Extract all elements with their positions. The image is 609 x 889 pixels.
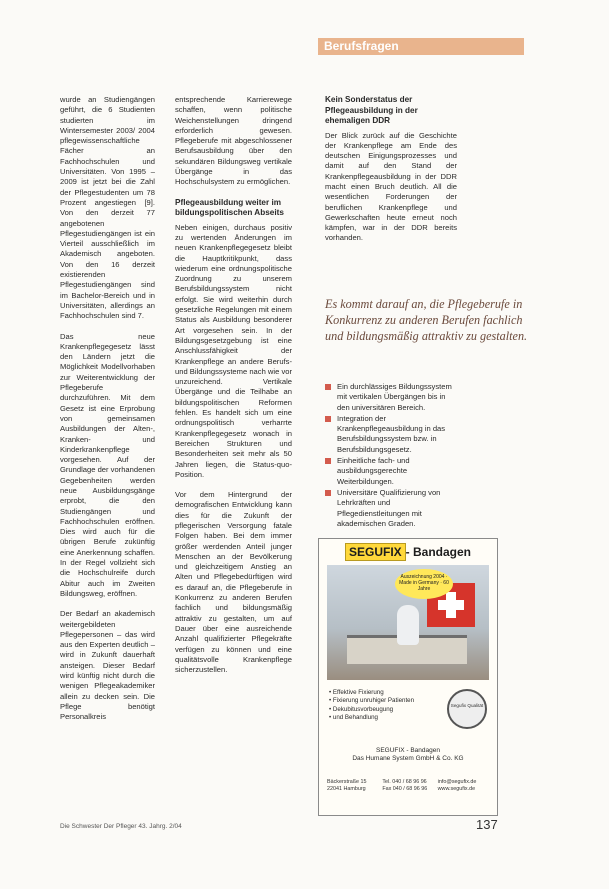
paragraph: Das neue Krankenpflegegesetz lässt den Ländern jetzt die Möglichkeit Modellvorhaben zur Weiterentwicklung der Pflegeberufe durchzuführen. Mit dem Gesetz ist eine Erprobung von gemeinsamen Ausbildungen der Alten-, Kranken- und Kinderkrankenpflege vorgesehen. Auf der Grundlage der vorhandenen Gegebenheiten werden neue Ausbildungsgänge erprobt, die den Studiengängen und Fachhochschulen eröffnen. Dies wird auch für die übrigen Berufe zukünftig eine Anerkennung schaffen. In der Regel vollzieht sich die Hochschulreife durch Abitur auch im Zweiten Bildungsweg, eröffnen. — [60, 331, 155, 598]
ad-feature-list — [329, 689, 439, 723]
column-middle — [175, 95, 292, 685]
advertisement — [318, 538, 498, 816]
subheading: Pflegeausbildung weiter im bildungspolitischen Abseits — [175, 197, 284, 218]
segufix-logo: SEGUFIX — [345, 543, 406, 561]
ad-contact-line: www.segufix.de — [437, 786, 476, 792]
award-burst: Auszeichnung 2004 · Made in Germany · 60 Jahre — [395, 569, 453, 599]
ad-company-sub: Das Humane System GmbH & Co. KG — [352, 755, 464, 763]
ad-brand-suffix: - Bandagen — [405, 545, 472, 559]
paragraph: Der Bedarf an akademisch weitergebildeten Pflegepersonen – das wird aus den Experten deutlich – wird in Zukunft dauerhaft ansteigen. Dieser Bedarf wird künftig nicht durch die wenigen Pflegeakademiker allein zu decken sein. Die Pflege benötigt Personalkreis — [60, 609, 155, 722]
column-right — [325, 95, 457, 254]
bullet-item: Einheitliche fach- und ausbildungsgerechte Weiterbildungen. — [325, 456, 459, 487]
ad-contact-line: Tel. 040 / 68 96 96 — [382, 779, 427, 785]
ad-contact-line: Bäckerstraße 15 — [327, 779, 367, 785]
ad-feature: • Effektive Fixierung — [329, 689, 439, 697]
ad-contact-line: Fax 040 / 68 96 96 — [382, 786, 428, 792]
ad-photo — [327, 565, 489, 680]
section-tag: Berufsfragen — [318, 38, 524, 55]
quality-seal-icon: Segufix Qualität — [447, 689, 487, 729]
bullet-item: Universitäre Qualifizierung von Lehrkräften und Pflegedienstleitungen mit akademischen Graden. — [325, 488, 459, 529]
subheading: Kein Sonderstatus der Pflegeausbildung in der ehemaligen DDR — [325, 95, 418, 125]
bullet-item: Ein durchlässiges Bildungssystem mit vertikalen Übergängen bis in den universitären Bereich. — [325, 382, 459, 413]
bullet-list — [325, 382, 459, 530]
paragraph: Neben einigen, durchaus positiv zu wertenden Änderungen im neuen Krankenpflegegesetz bleibt die Hauptkritikpunkt, dass wiederum eine ordnungspolitische Zuordnung zu unserem Berufsbildungssystem nicht erfolgt. Sie wird weiterhin durch gesetzliche Regelungen mit einem Status als Ausbildung besonderer Art vorgesehen sein. In der Bildungsgesetzgebung ist eine Anschlussfähigkeit der Krankenpflege an andere Berufs- und Bildungssysteme nach wie vor unzureichend. Vertikale Übergänge und die Teilhabe an bildungspolitischen Reformen fehlen. Es handelt sich um eine ordnungspolitisch verharrte Krankenpflegegesetz wonach in Bereichen Strukturen und Besonderheiten seit mehr als 50 Jahren liegen, die Status-quo-Position. — [175, 222, 292, 479]
ad-company-name: SEGUFIX - Bandagen — [376, 747, 440, 754]
paragraph: Der Blick zurück auf die Geschichte der Krankenpflege am Ende des deutschen Einigungsprozesses und damit auf den Stand der Krankenpflegeausbildung in der DDR macht einen Bruch deutlich. All die wesentlichen Forderungen der beruflichen Krankenpflege und Gewerkschaften heute erneut noch kämpfen, war in der DDR bereits vorhanden. — [325, 130, 457, 243]
column-left — [60, 95, 155, 733]
ad-feature: • Fixierung unruhiger Patienten — [329, 697, 439, 705]
ad-contact — [327, 779, 489, 793]
ad-feature: • Dekubitusvorbeugung — [329, 706, 439, 714]
paragraph: wurde an Studiengängen geführt, die 6 Studienten studierten im Wintersemester 2003/ 2004 pflegewissenschaftliche Fächer an Fachhochschulen und Universitäten. Von 1995 – 2009 ist jetzt bei die Zahl der Pflegestudenten um 78 Prozent angestiegen [9]. Von den derzeit 77 angebotenen Pflegestudiengängen ist ein Vierteil ausschließlich im Akademisch angeboten. Von den 16 derzeit existierenden Pflegestudiengängen sind im Bachelor-Bereich und in Universitäten, allerdings an Fachhochschulen sind 7. — [60, 95, 155, 321]
ad-contact-line: 22041 Hamburg — [327, 786, 366, 792]
ad-contact-line: info@segufix.de — [437, 779, 477, 785]
ad-brand — [319, 545, 497, 559]
page-footer: Die Schwester Der Pfleger 43. Jahrg. 2/04 — [60, 823, 182, 830]
paragraph: entsprechende Karrierewege schaffen, wenn politische Weichenstellungen dringend erforderlich gewesen. Pflegeberufe mit abgeschlossener Berufsausbildung über den sekundären Bildungsweg vertikale Übergänge in das Hochschulsystem zu ermöglichen. — [175, 95, 292, 187]
ad-company — [319, 747, 497, 764]
page-number: 137 — [476, 817, 498, 832]
bullet-item: Integration der Krankenpflegeausbildung in das Berufsbildungssystem bzw. in Berufsbildungsgesetz. — [325, 414, 459, 455]
pull-quote: Es kommt darauf an, die Pflegeberufe in Konkurrenz zu anderen Berufen fachlich und bildungsmäßig attraktiv zu gestalten. — [325, 297, 528, 343]
patient-image — [397, 605, 419, 645]
ad-feature: • und Behandlung — [329, 714, 439, 722]
paragraph: Vor dem Hintergrund der demografischen Entwicklung kann dies für die Zukunft der pflegerischen Versorgung fatale Folgen haben. Bei dem immer größer werdenden Anteil junger Menschen an der Bevölkerung und gleichzeitigem Anstieg an Alten und Pflegebedürftigen wird es darauf an, die Pflegeberufe in Konkurrenz zu anderen Berufen fachlich und bildungsmäßig attraktiv zu gestalten, um auf Dauer über eine ausreichende Anzahl qualifizierter Pflegekräfte verfügen zu können und eine qualitätsvolle Krankenpflege sicherzustellen. — [175, 490, 292, 675]
